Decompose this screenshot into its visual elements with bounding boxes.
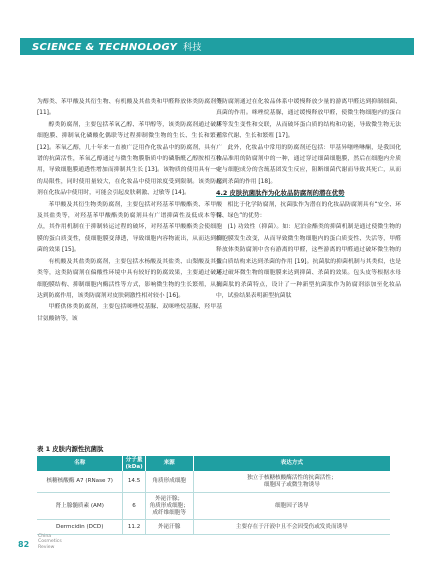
section-title-en: SCIENCE & TECHNOLOGY: [32, 42, 178, 53]
journal-name-line: Cosmetics: [38, 539, 62, 545]
table-row: [37, 493, 390, 520]
paragraph: 苯甲酸及其衍生物类防腐剂，主要包括对羟基苯甲酸酯类、苯甲酸及其盐类等，对羟基苯甲酸酯类防腐剂具有广谱抑菌性及低成本等特点，其作用机制在于抑制转运过程的破坏，对羟基苯甲酸酯类会使细胞膜的蛋白质变性，使细胞膜变薄透，导致细胞内容物流出，从而达到抑菌的效果 [15]。: [37, 201, 222, 254]
right-column: [216, 97, 401, 302]
table-header-cell: 名称: [37, 456, 123, 471]
section-title-cn: 科技: [183, 43, 202, 53]
table-cell-name: Dermcidin (DCD): [37, 520, 123, 535]
table-header-cell: 分子量 (kDa): [123, 456, 145, 471]
left-column: [37, 97, 222, 325]
paragraph: 有机酸及其盐类防腐剂，主要包括水杨酸及其盐类、山梨酸及其盐类等，这类防腐剂在偏酸性环境中具有较好的防腐效果，主要通过破坏细胞膜结构、抑制细胞内酶活性等方式，影响微生物的生长繁殖，从而达到防腐作用，该类防腐剂对皮肤刺激性相对较小 [16]。: [37, 258, 222, 299]
section-header-title: [32, 40, 202, 53]
paragraph: 为醇类、苯甲酸及其衍生物、有机酸及其盐类和甲醛释放体类防腐剂等 [11]。: [37, 99, 222, 117]
table-cell-mw: 11.2: [123, 520, 145, 535]
table-header-cell: 表达方式: [193, 456, 390, 471]
table-cell-source: 角质形成细胞: [145, 471, 193, 493]
table-cell-expression: 主要存在于汗液中且不会因受伤或发炎而诱导: [193, 520, 390, 535]
table-cell-name: 核糖核酸酶 A7 (RNase 7): [37, 471, 123, 493]
table-cell-expression: 细胞因子诱导: [193, 493, 390, 520]
journal-name: [38, 534, 98, 550]
paragraph: 甲醛供体类防腐剂，主要包括咪唑烷基脲、双咪唑烷基脲、羟甲基甘氨酸钠等，该: [37, 304, 222, 322]
table-header-cell: 来源: [145, 456, 193, 471]
expression-line: 独立于核糖核酸酶活性的抗菌活性；: [247, 474, 337, 481]
paragraph: (1) 功效性（抑菌）。如：尼泊金酯类的抑菌机制是通过使微生物的细胞膜发生改变，从而导致微生物细胞内的蛋白质变性、失活等，甲醛释放体类防腐剂中含有游离的甲醛，这些游离的甲醛通过破坏微生物的蛋白质结构来达到杀菌的作用 [19]。抗菌肽的抑菌机制与其类似，也是通过破坏微生物的细胞膜来达到抑菌、杀菌的效果。包头皮等根据水母抗菌肽的杀菌特点，设计了一种新型抗菌肽作为防腐剂添加至化妆品中，试验结果表明新型抗菌肽: [216, 224, 401, 299]
table-cell-mw: 6: [123, 493, 145, 520]
paragraph: 相比于化学防腐剂，抗菌肽作为潜在的化妆品防腐剂具有“安全、环保、绿色”的优势：: [216, 201, 401, 220]
table-cell-mw: 14.5: [123, 471, 145, 493]
paragraph: 类防腐剂通过在化妆品体系中缓慢释放少量的游离甲醛达到抑制细菌、真菌的作用。咪唑烷基脲，通过缓慢释放甲醛，使微生物细胞内的蛋白质等发生变性和交联，从而破坏蛋白质的结构和功能，导致微生物无法正常代谢、生长和繁殖 [17]。: [216, 99, 401, 140]
page-number: 82: [18, 540, 30, 549]
source-line: 角质形成细胞；: [149, 502, 189, 509]
paragraph: 醇类防腐剂，主要包括苯氧乙醇、苯甲醇等，该类防腐剂通过破坏细胞膜、抑制氧化磷酸化偶联等过程抑制微生物的生长、生长和繁殖 [12]。苯氧乙醇，几十年来一直被广泛用作化妆品中的防腐剂，具有广谱的抗菌活性，苯氧乙醇通过与微生物膜脂质中的磷脂酰乙醇胺相互作用，导致细胞膜通透性增加而抑制其生长 [13]。该物质的使用具有一定的局限性，同时使用量较大，在化妆品中使用浓度受到限制。该类防腐剂在化妆品中使用时，可能会引起皮肤刺激、过敏等 [14]。: [37, 121, 222, 197]
section-header-bar: [20, 38, 414, 55]
source-line: 成纤维细胞等: [152, 509, 186, 516]
table-cell-name: 肾上腺髓质素 (AM): [37, 493, 123, 520]
table-row: [37, 471, 390, 493]
table-cell-expression: [193, 471, 390, 493]
table-row: [37, 520, 390, 535]
expression-line: 细胞因子或微生物诱导: [263, 481, 320, 488]
source-line: 外泌汗腺；: [155, 495, 184, 502]
journal-name-line: Review: [38, 544, 55, 550]
table-cell-source: [145, 493, 193, 520]
table-header-row: [37, 456, 390, 471]
paragraph: 此外，化妆品中常用的防腐剂还包括：甲基异噻唑啉酮，是我国化妆品准用的防腐剂中的一种，通过穿过细菌细胞膜，然后在细胞内介质中与细胞成分的含巯基团发生反应，阻断细菌代谢而导致其死亡，从而起到杀菌的作用 [18]。: [216, 144, 401, 185]
journal-name-line: China: [38, 534, 52, 539]
section-heading: 4.2 皮肤抗菌肽作为化妆品防腐剂的潜在优势: [216, 189, 345, 198]
table-cell-source: 外泌汗腺: [145, 520, 193, 535]
antimicrobial-peptide-table: [37, 456, 390, 535]
table-caption: 表 1 皮肤内源性抗菌肽: [37, 445, 104, 453]
